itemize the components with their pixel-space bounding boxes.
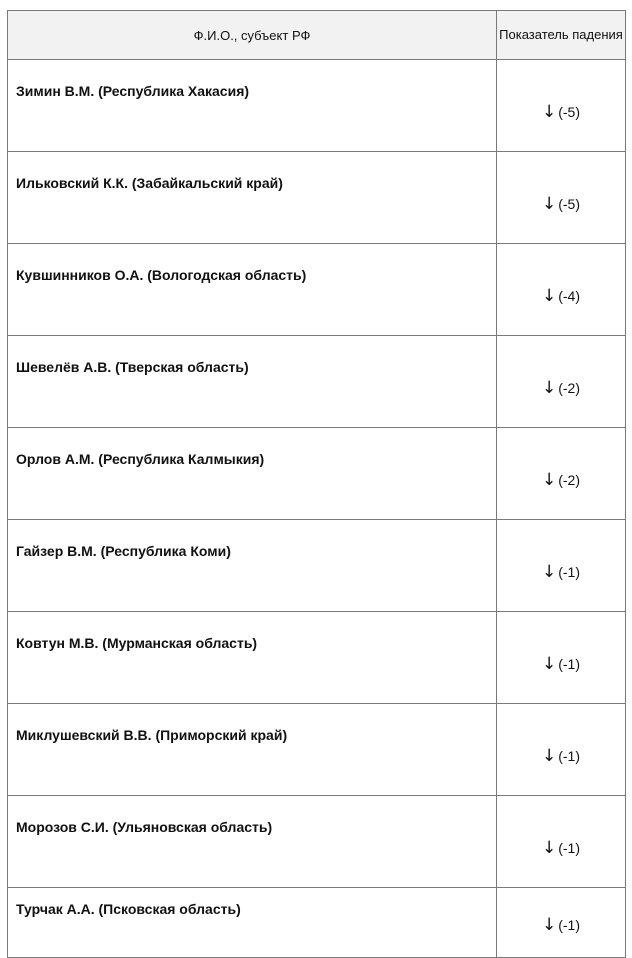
table-row — [8, 704, 626, 796]
row-value-cell — [497, 428, 626, 520]
row-name-cell: Зимин В.М. (Республика Хакасия) — [8, 60, 497, 152]
table-header-row — [8, 11, 626, 60]
row-value: (-5) — [558, 103, 581, 120]
row-value: (-1) — [558, 655, 581, 672]
ranking-table-container — [7, 10, 624, 958]
row-name-cell: Ковтун М.В. (Мурманская область) — [8, 612, 497, 704]
row-value-cell — [497, 704, 626, 796]
row-name-cell: Морозов С.И. (Ульяновская область) — [8, 796, 497, 888]
row-name-cell: Турчак А.А. (Псковская область) — [8, 888, 497, 958]
down-arrow-icon: ↓ — [541, 469, 557, 490]
row-name-cell: Гайзер В.М. (Республика Коми) — [8, 520, 497, 612]
table-row — [8, 612, 626, 704]
row-value: (-1) — [558, 563, 581, 580]
down-arrow-icon: ↓ — [541, 101, 557, 122]
row-value-cell — [497, 796, 626, 888]
down-arrow-icon: ↓ — [541, 914, 557, 935]
table-row — [8, 796, 626, 888]
row-value: (-2) — [558, 379, 581, 396]
row-name-cell: Ильковский К.К. (Забайкальский край) — [8, 152, 497, 244]
row-value: (-1) — [558, 839, 581, 856]
row-name-cell: Кувшинников О.А. (Вологодская область) — [8, 244, 497, 336]
row-value-cell — [497, 152, 626, 244]
down-arrow-icon: ↓ — [541, 745, 557, 766]
row-name-cell: Миклушевский В.В. (Приморский край) — [8, 704, 497, 796]
row-value-cell — [497, 888, 626, 958]
row-value-cell — [497, 336, 626, 428]
row-value-cell — [497, 60, 626, 152]
ranking-table — [7, 10, 626, 958]
header-index-column: Показатель падения — [497, 11, 626, 60]
table-row — [8, 428, 626, 520]
row-value: (-4) — [558, 287, 581, 304]
table-row — [8, 888, 626, 958]
row-value: (-5) — [558, 195, 581, 212]
row-name-cell: Орлов А.М. (Республика Калмыкия) — [8, 428, 497, 520]
down-arrow-icon: ↓ — [541, 653, 557, 674]
row-value: (-1) — [558, 916, 581, 933]
table-row — [8, 336, 626, 428]
table-row — [8, 152, 626, 244]
row-value: (-1) — [558, 747, 581, 764]
table-row — [8, 520, 626, 612]
row-value-cell — [497, 520, 626, 612]
table-row — [8, 244, 626, 336]
row-value-cell — [497, 612, 626, 704]
down-arrow-icon: ↓ — [541, 193, 557, 214]
table-row — [8, 60, 626, 152]
down-arrow-icon: ↓ — [541, 837, 557, 858]
row-name-cell: Шевелёв А.В. (Тверская область) — [8, 336, 497, 428]
header-name-column: Ф.И.О., субъект РФ — [8, 11, 497, 60]
down-arrow-icon: ↓ — [541, 377, 557, 398]
down-arrow-icon: ↓ — [541, 561, 557, 582]
down-arrow-icon: ↓ — [541, 285, 557, 306]
row-value: (-2) — [558, 471, 581, 488]
row-value-cell — [497, 244, 626, 336]
